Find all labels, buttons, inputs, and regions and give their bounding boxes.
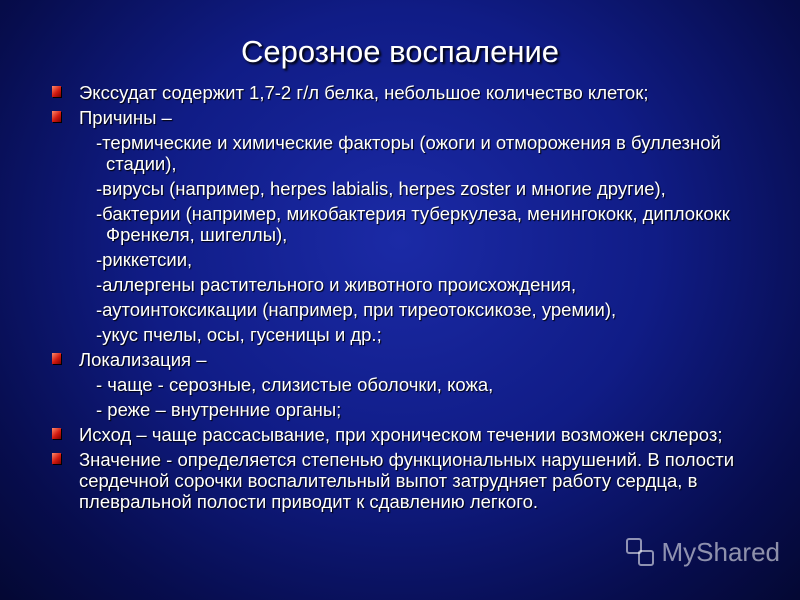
sub-item: -бактерии (например, микобактерия туберкулеза, менингококк, диплококк Френкеля, шигеллы), bbox=[96, 203, 730, 245]
list-item bbox=[48, 424, 768, 445]
slide-title: Серозное воспаление bbox=[240, 34, 560, 69]
myshared-logo-icon bbox=[626, 538, 656, 568]
sub-item: -термические и химические факторы (ожоги и отморожения в буллезной стадии), bbox=[96, 132, 721, 174]
sub-item: -аутоинтоксикации (например, при тиреотоксикозе, уремии), bbox=[96, 299, 617, 320]
bullet-icon bbox=[52, 453, 61, 464]
sub-item: -аллергены растительного и животного происхождения, bbox=[96, 274, 577, 295]
sub-item: - чаще - серозные, слизистые оболочки, кожа, bbox=[96, 374, 494, 395]
list-item bbox=[48, 349, 768, 370]
list-item-text: Локализация – bbox=[79, 349, 207, 370]
sub-item: -риккетсии, bbox=[96, 249, 193, 270]
list-item-text: Причины – bbox=[79, 107, 172, 128]
list-item-text: Значение - определяется степенью функциональных нарушений. В полости сердечной сорочки воспалительный выпот затрудняет работу сердца, в плевральной полости приводит к сдавлению легкого. bbox=[79, 449, 735, 512]
list-item bbox=[48, 107, 768, 128]
watermark bbox=[626, 537, 781, 568]
list-item-text: Исход – чаще рассасывание, при хроническом течении возможен склероз; bbox=[79, 424, 723, 445]
sub-item: - реже – внутренние органы; bbox=[96, 399, 342, 420]
sub-item: -укус пчелы, осы, гусеницы и др.; bbox=[96, 324, 382, 345]
list-item bbox=[48, 449, 768, 512]
bullet-icon bbox=[52, 111, 61, 122]
sub-item: -вирусы (например, herpes labialis, herpes zoster и многие другие), bbox=[96, 178, 666, 199]
watermark-text: MyShared bbox=[661, 537, 780, 567]
bullet-icon bbox=[52, 86, 61, 97]
slide-content bbox=[48, 82, 768, 516]
list-item-text: Экссудат содержит 1,7-2 г/л белка, небольшое количество клеток; bbox=[79, 82, 649, 103]
bullet-icon bbox=[52, 353, 61, 364]
list-item bbox=[48, 82, 768, 103]
bullet-icon bbox=[52, 428, 61, 439]
